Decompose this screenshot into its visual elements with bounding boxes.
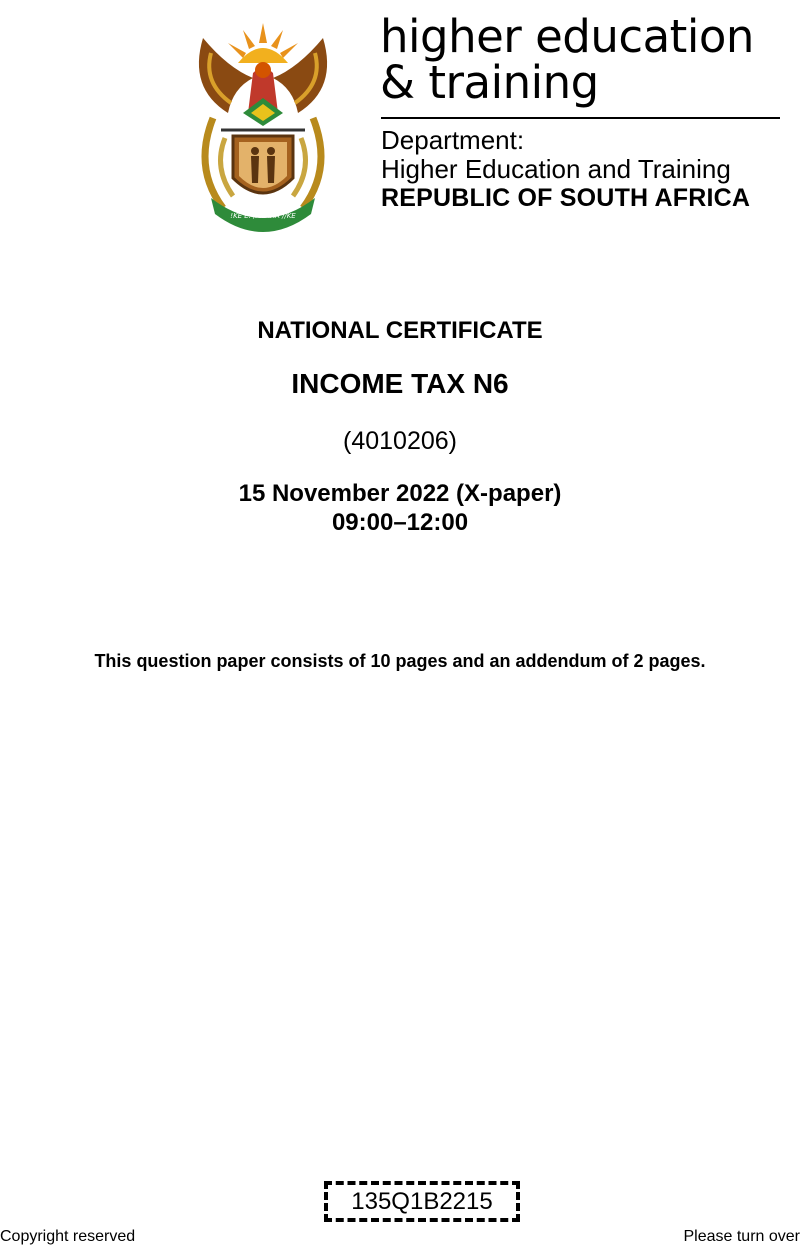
department-block (381, 126, 800, 213)
paper-code: 135Q1B2215 (351, 1188, 493, 1215)
brand-line-2: & training (380, 56, 599, 109)
department-wordmark (380, 10, 800, 109)
brand-line-1: higher education (380, 10, 754, 63)
subject-title: INCOME TAX N6 (291, 368, 509, 399)
certificate-title: NATIONAL CERTIFICATE (257, 317, 543, 344)
exam-date: 15 November 2022 (X-paper) (238, 480, 562, 507)
paper-code-box (324, 1181, 520, 1222)
subject-code: (4010206) (343, 427, 457, 455)
coat-of-arms-logo (183, 18, 343, 233)
turn-over-note: Please turn over (683, 1228, 800, 1245)
department-label: Department: (381, 125, 525, 155)
country-name: REPUBLIC OF SOUTH AFRICA (381, 184, 751, 212)
svg-text:!KE E: /XARRA //KE: !KE E: /XARRA //KE (230, 212, 296, 220)
exam-time: 09:00–12:00 (331, 509, 469, 536)
page-count-note: This question paper consists of 10 pages and an addendum of 2 pages. (94, 651, 706, 671)
brand-divider (381, 117, 780, 119)
copyright-note: Copyright reserved (0, 1228, 136, 1245)
department-name: Higher Education and Training (381, 154, 731, 184)
